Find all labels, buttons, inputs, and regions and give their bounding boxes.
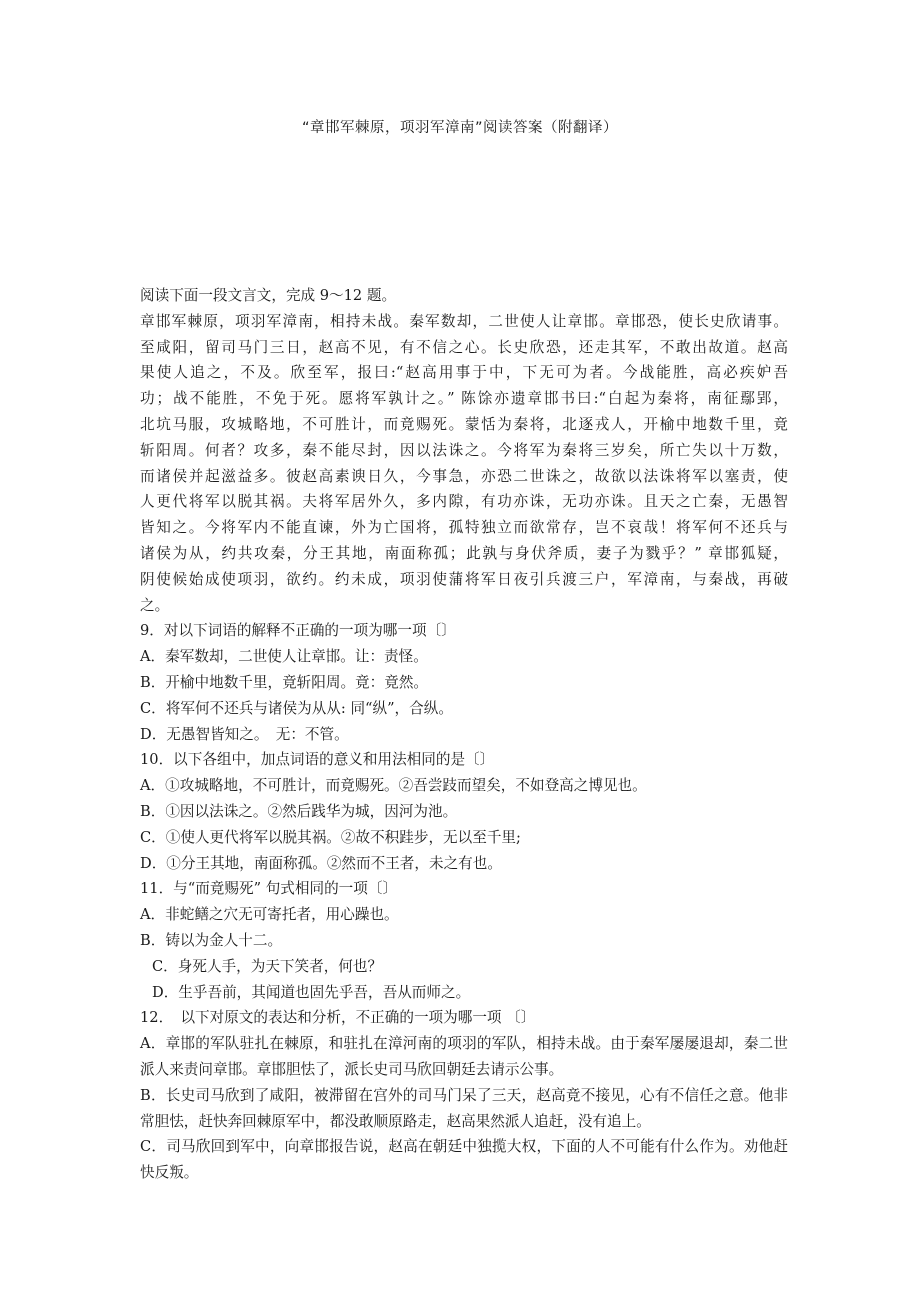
question-12: [140, 1005, 788, 1186]
question-option: D．生乎吾前，其闻道也固先乎吾，吾从而师之。: [152, 983, 471, 1001]
question-option: C．身死人手，为天下笑者，何也？: [152, 957, 383, 975]
document-title: “章邯军棘原，项羽军漳南”阅读答案（附翻译）: [301, 120, 619, 136]
passage-line: 之。: [140, 596, 170, 614]
passage-line: 斩阳周。何者？攻多，秦不能尽封，因以法诛之。今将军为秦将三岁矣，所亡失以十万数，: [140, 441, 788, 459]
intro-line: 阅读下面一段文言文，完成 9～12 题。: [140, 287, 397, 304]
question-option: A．章邯的军队驻扎在棘原，和驻扎在漳河南的项羽的军队，相持未战。由于秦军屡屡退却，秦二世派人来责问章邯。章邯胆怯了，派长史司马欣回朝廷去请示公事。: [140, 1035, 788, 1078]
question-stem: 11．与“而竟赐死” 句式相同的一项〔〕: [140, 880, 398, 898]
passage-line: 功；战不能胜，不免于死。愿将军孰计之。” 陈馀亦遗章邯书曰:“白起为秦将，南征鄢郢，: [140, 390, 788, 408]
question-option: B．①因以法诛之。②然后践华为城，因河为池。: [140, 802, 458, 820]
question-option: D．无愚智皆知之。 无：不管。: [140, 725, 349, 743]
question-stem: 10．以下各组中，加点词语的意义和用法相同的是〔〕: [140, 751, 495, 769]
question-option: B．开榆中地数千里，竟斩阳周。竟：竟然。: [140, 673, 429, 691]
question-option: A．秦军数却，二世使人让章邯。让：责怪。: [140, 648, 428, 666]
passage-line: 皆知之。今将军内不能直谏，外为亡国将，孤特独立而欲常存，岂不哀哉！将军何不还兵与: [140, 519, 788, 537]
passage-line: 章邯军棘原，项羽军漳南，相持未战。秦军数却，二世使人让章邯。章邯恐，使长史欣请事。: [140, 312, 788, 330]
question-10: [140, 747, 788, 876]
question-option: C．司马欣回到军中，向章邯报告说，赵高在朝廷中独揽大权，下面的人不可能有什么作为。劝他赶快反叛。: [140, 1138, 788, 1182]
question-option: D．①分王其地，南面称孤。②然而不王者，未之有也。: [140, 854, 502, 872]
question-option: C．将军何不还兵与诸侯为从从: 同“纵”，合纵。: [140, 699, 453, 717]
passage-line: 阴使候始成使项羽，欲约。约未成，项羽使蒲将军日夜引兵渡三户，军漳南，与秦战，再破: [140, 570, 788, 588]
passage-line: 人更代将军以脱其祸。夫将军居外久，多内隙，有功亦诛，无功亦诛。且天之亡秦，无愚智: [140, 493, 788, 511]
question-9: [140, 618, 788, 747]
document-body: [140, 283, 788, 1186]
passage-line: 而诸侯并起滋益多。彼赵高素谀日久，今事急，亦恐二世诛之，故欲以法诛将军以塞责，使: [140, 467, 788, 485]
passage-line: 诸侯为从，约共攻秦，分王其地，南面称孤；此孰与身伏斧质，妻子为戮乎？” 章邯狐疑，: [140, 544, 788, 562]
passage: [140, 309, 788, 619]
question-option: C．①使人更代将军以脱其祸。②故不积跬步，无以至千里;: [140, 828, 521, 846]
question-option: B．长史司马欣到了咸阳，被滞留在宫外的司马门呆了三天，赵高竟不接见，心有不信任之意。他非常胆怯，赶快奔回棘原军中，都没敢顺原路走，赵高果然派人追赶，没有追上。: [140, 1086, 788, 1130]
question-option: A．①攻城略地，不可胜计，而竟赐死。②吾尝跂而望矣，不如登高之博见也。: [140, 777, 647, 795]
question-stem: 9．对以下词语的解释不正确的一项为哪一项〔〕: [140, 622, 456, 640]
passage-line: 至咸阳，留司马门三日，赵高不见，有不信之心。长史欣恐，还走其军，不敢出故道。赵高: [140, 338, 788, 356]
passage-line: 北坑马服，攻城略地，不可胜计，而竟赐死。蒙恬为秦将，北逐戎人，开榆中地数千里，竟: [140, 415, 788, 433]
question-option: B．铸以为金人十二。: [140, 931, 283, 949]
question-stem: 12． 以下对原文的表达和分析，不正确的一项为哪一项 〔〕: [140, 1009, 536, 1027]
question-option: A．非蛇鳝之穴无可寄托者，用心躁也。: [140, 906, 399, 924]
passage-line: 果使人追之，不及。欣至军，报曰:“赵高用事于中，下无可为者。今战能胜，高必疾妒吾: [140, 364, 788, 382]
question-11: [140, 876, 788, 1005]
